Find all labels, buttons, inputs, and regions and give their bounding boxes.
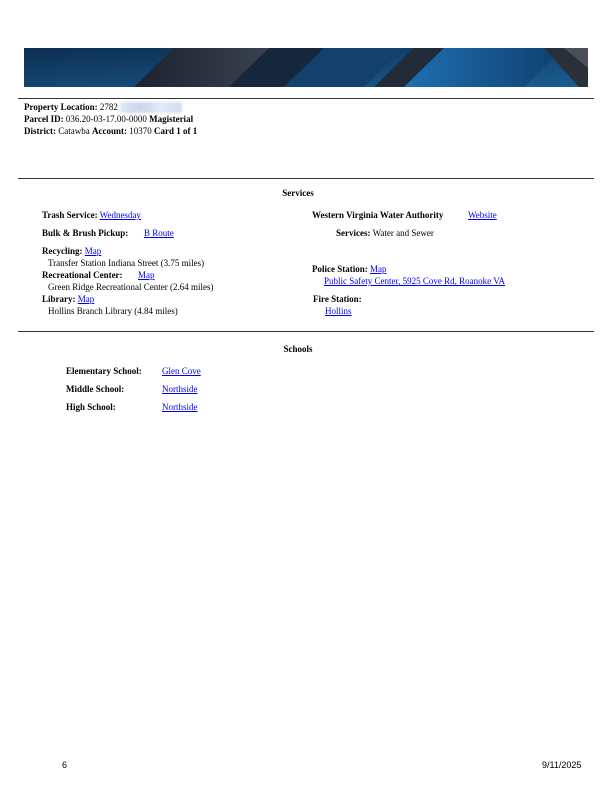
police-link[interactable]: Map <box>370 264 387 274</box>
property-location <box>24 102 182 113</box>
divider-schools <box>18 331 594 332</box>
property-location-value: 2782 <box>99 102 118 112</box>
bulk-label: Bulk & Brush Pickup: <box>42 228 129 238</box>
banner-graphic <box>24 48 588 87</box>
parcel-id-label: Parcel ID: <box>24 114 64 124</box>
rec-center-detail: Green Ridge Recreational Center (2.64 miles) <box>48 282 214 292</box>
middle-link[interactable]: Northside <box>162 384 198 394</box>
elementary-link-wrap <box>162 366 201 376</box>
police-detail-wrap <box>324 276 505 286</box>
rec-center-label: Recreational Center: <box>42 270 123 280</box>
high-link-wrap <box>162 402 198 412</box>
bulk-pickup <box>42 228 128 238</box>
police-detail-link[interactable]: Public Safety Center, 5925 Cove Rd, Roanoke VA <box>324 276 506 286</box>
rec-center-link-wrap <box>138 270 155 280</box>
trash-link[interactable]: Wednesday <box>99 210 141 220</box>
parcel-id-value: 036.20-03-17.00-0000 <box>65 114 147 124</box>
rec-center-link[interactable]: Map <box>138 270 155 280</box>
recycling <box>42 246 101 256</box>
fire-link-wrap <box>325 306 352 316</box>
water-link[interactable]: Website <box>468 210 497 220</box>
page-number: 6 <box>62 760 68 770</box>
district-value: Catawba <box>58 126 90 136</box>
divider-top <box>18 98 594 99</box>
fire-station <box>313 294 362 304</box>
account-label: Account: <box>91 126 127 136</box>
police-station <box>312 264 387 274</box>
police-label: Police Station: <box>312 264 368 274</box>
card-label: Card 1 of 1 <box>153 126 198 136</box>
district-account-line <box>24 126 197 136</box>
services-title: Services <box>282 188 314 198</box>
library-label: Library: <box>42 294 76 304</box>
recycling-link[interactable]: Map <box>84 246 102 256</box>
elementary-label: Elementary School: <box>66 366 142 376</box>
library <box>42 294 94 304</box>
redacted-address <box>120 102 182 113</box>
middle-link-wrap <box>162 384 198 394</box>
fire-link[interactable]: Hollins <box>325 306 352 316</box>
bulk-link-wrap <box>144 228 174 238</box>
water-link-wrap <box>468 210 497 220</box>
property-location-label: Property Location: <box>24 102 98 112</box>
parcel-id <box>24 114 193 124</box>
water-services-label: Services: <box>336 228 371 238</box>
district-label: District: <box>24 126 56 136</box>
middle-label: Middle School: <box>66 384 125 394</box>
footer-date: 9/11/2025 <box>542 760 582 770</box>
magisterial-label: Magisterial <box>149 114 194 124</box>
water-authority <box>312 210 443 220</box>
fire-label: Fire Station: <box>313 294 362 304</box>
bulk-link[interactable]: B Route <box>144 228 174 238</box>
divider-services <box>18 178 594 179</box>
water-label: Western Virginia Water Authority <box>312 210 444 220</box>
library-link[interactable]: Map <box>77 294 95 304</box>
high-label: High School: <box>66 402 116 412</box>
recycling-detail: Transfer Station Indiana Street (3.75 miles) <box>48 258 205 268</box>
recycling-label: Recycling: <box>42 246 83 256</box>
water-services <box>336 228 434 238</box>
trash-label: Trash Service: <box>42 210 98 220</box>
trash-service <box>42 210 141 220</box>
water-services-value: Water and Sewer <box>372 228 434 238</box>
elementary-link[interactable]: Glen Cove <box>162 366 201 376</box>
schools-title: Schools <box>283 344 313 354</box>
high-link[interactable]: Northside <box>162 402 198 412</box>
rec-center <box>42 270 123 280</box>
header-banner <box>24 48 588 87</box>
library-detail: Hollins Branch Library (4.84 miles) <box>48 306 178 316</box>
account-value: 10370 <box>129 126 152 136</box>
